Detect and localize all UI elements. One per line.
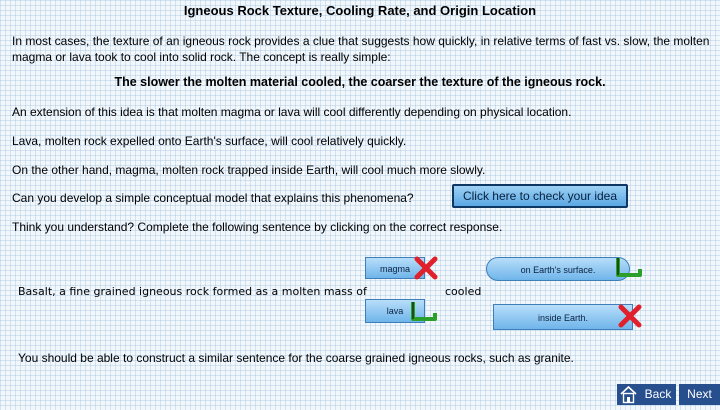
instruction-text: Think you understand? Complete the following sentence by clicking on the correct response. [12, 220, 503, 234]
followup-text: You should be able to construct a similar sentence for the coarse grained igneous rocks, such as granite. [18, 351, 574, 365]
intro-line-1: In most cases, the texture of an igneous rock provides a clue that suggests how quickly, in relative terms of fast vs. slow, the molten [12, 34, 710, 48]
magma-text: On the other hand, magma, molten rock trapped inside Earth, will cool much more slowly. [12, 163, 486, 177]
sentence-prefix: Basalt, a fine grained igneous rock formed as a molten mass of [18, 285, 367, 298]
x-mark-icon [617, 303, 643, 329]
x-mark-icon [413, 255, 439, 281]
check-mark-icon [616, 256, 642, 278]
choice-lava-button[interactable]: lava [365, 299, 425, 323]
model-question: Can you develop a simple conceptual model that explains this phenomena? [12, 191, 414, 205]
home-button[interactable] [617, 384, 640, 405]
intro-line-2: magma or lava took to cool into solid rock. The concept is really simple: [12, 50, 391, 64]
intro-paragraph [12, 33, 709, 65]
sentence-cooled: cooled [445, 285, 482, 298]
back-button[interactable]: Back [640, 384, 676, 405]
check-mark-icon [411, 300, 437, 322]
home-icon [617, 384, 640, 405]
next-button[interactable]: Next [679, 384, 720, 405]
choice-inside-button[interactable]: inside Earth. [493, 304, 633, 330]
lava-text: Lava, molten rock expelled onto Earth's surface, will cool relatively quickly. [12, 134, 407, 148]
choice-surface-button[interactable]: on Earth's surface. [486, 257, 630, 281]
key-concept: The slower the molten material cooled, the coarser the texture of the igneous rock. [114, 75, 606, 89]
page-title: Igneous Rock Texture, Cooling Rate, and Origin Location [183, 3, 537, 18]
extension-text: An extension of this idea is that molten magma or lava will cool differently depending on physical location. [12, 105, 572, 119]
check-idea-button[interactable]: Click here to check your idea [452, 184, 628, 208]
choice-magma-button[interactable]: magma [365, 257, 425, 279]
